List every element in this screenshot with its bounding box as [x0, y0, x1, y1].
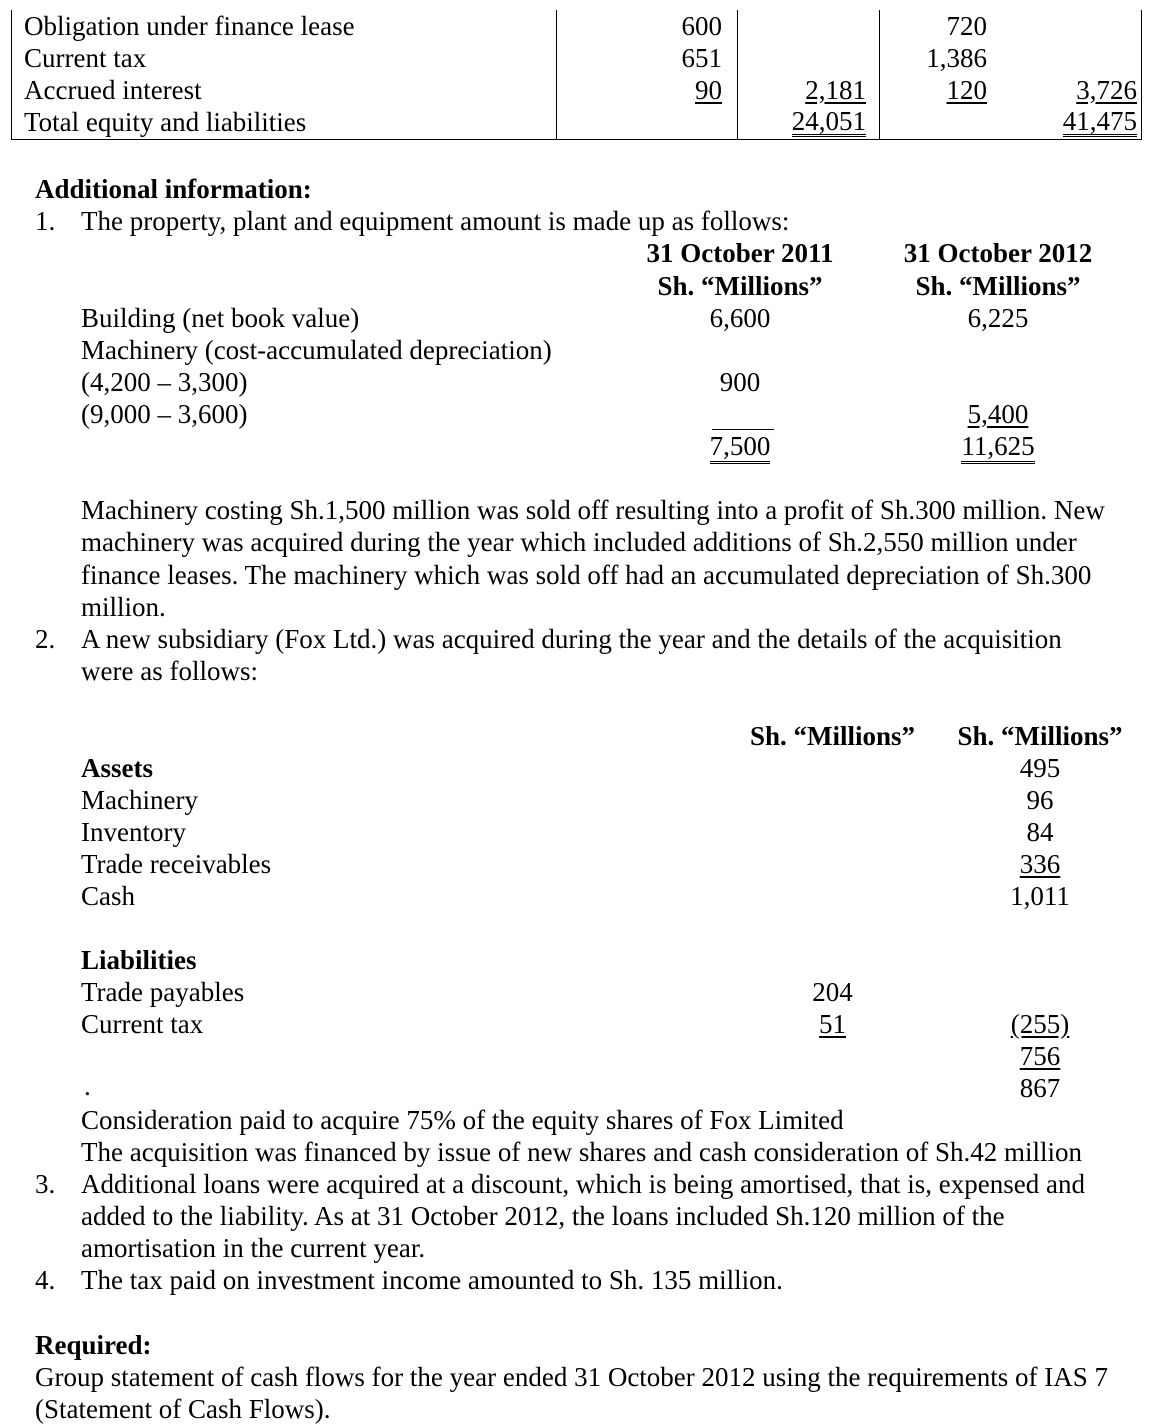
consideration-value: 867	[1019, 1073, 1061, 1103]
liability-label: Trade payables	[81, 977, 245, 1007]
asset-value: 1,011	[1010, 881, 1070, 911]
table-cell: 3,726	[1076, 75, 1137, 105]
liabilities-heading: Liabilities	[81, 945, 197, 975]
financing-text: The acquisition was financed by issue of new shares and cash consideration of Sh.42 million	[81, 1137, 1083, 1167]
column-header: Sh. “Millions”	[957, 721, 1123, 751]
item-text: Additional loans were acquired at a discount, which is being amortised, that is, expensed and added to the liability. As at 31 October 2012, the loans included Sh.120 million of the amortisation in the current year.	[81, 1169, 1085, 1263]
ppe-row-label: (4,200 – 3,300)	[81, 367, 248, 397]
ppe-value: 6,225	[967, 303, 1029, 333]
asset-label: Inventory	[81, 817, 186, 847]
net-assets-value: 756	[1019, 1041, 1061, 1071]
liability-label: Current tax	[81, 1009, 204, 1039]
asset-value: 96	[1026, 785, 1054, 815]
table-cell: 651	[681, 43, 722, 73]
required-text: Group statement of cash flows for the year ended 31 October 2012 using the requirements of IAS 7 (Statement of Cash Flows).	[35, 1362, 1108, 1424]
asset-label: Trade receivables	[81, 849, 272, 879]
machinery-note: Machinery costing Sh.1,500 million was sold off resulting into a profit of Sh.300 million. New machinery was acquired during the year which included additions of Sh.2,550 million under finance leases. The machinery which was sold off had an accumulated depreciation of Sh.300 million.	[81, 495, 1105, 622]
column-header: Sh. “Millions”	[749, 721, 916, 751]
table-cell: 2,181	[805, 75, 866, 105]
item-number: 3.	[35, 1169, 56, 1199]
column-header: Sh. “Millions”	[915, 271, 1081, 301]
ppe-value: 900	[719, 367, 761, 397]
ppe-row-label: Building (net book value)	[81, 303, 360, 333]
required-heading: Required:	[35, 1330, 152, 1360]
table-row-label: Accrued interest	[24, 75, 202, 105]
table-cell: 720	[946, 11, 987, 41]
asset-label: Cash	[81, 881, 135, 911]
table-cell: 90	[695, 75, 722, 105]
item-number: 4.	[35, 1265, 56, 1295]
stray-dot: .	[84, 1071, 91, 1101]
table-total: 41,475	[1062, 106, 1137, 136]
table-row-label: Current tax	[24, 43, 147, 73]
ppe-total: 11,625	[878, 430, 1118, 462]
table-row-label: Obligation under finance lease	[24, 11, 355, 41]
assets-heading: Assets	[81, 753, 153, 783]
ppe-value: 6,600	[709, 303, 771, 333]
column-header: 31 October 2012	[903, 238, 1093, 268]
additional-info-heading: Additional information:	[35, 174, 312, 204]
table-total: 24,051	[791, 106, 866, 136]
asset-value: 336	[1019, 849, 1061, 879]
liability-value: 204	[812, 977, 853, 1007]
ppe-total: 7,500	[620, 430, 860, 462]
table-cell: 120	[946, 75, 987, 105]
liabilities-total: (255)	[1010, 1009, 1070, 1039]
asset-value: 495	[1019, 753, 1061, 783]
item-number: 2.	[35, 624, 56, 654]
ppe-row-label: Machinery (cost-accumulated depreciation)	[81, 335, 552, 365]
liability-value: 51	[819, 1009, 846, 1039]
item-text: The property, plant and equipment amount is made up as follows:	[81, 206, 790, 236]
asset-value: 84	[1026, 817, 1054, 847]
consideration-text: Consideration paid to acquire 75% of the equity shares of Fox Limited	[81, 1105, 844, 1135]
ppe-row-label: (9,000 – 3,600)	[81, 399, 248, 429]
asset-label: Machinery	[81, 785, 198, 815]
item-text: The tax paid on investment income amounted to Sh. 135 million.	[81, 1265, 783, 1295]
table-cell: 1,386	[926, 43, 987, 73]
column-header: Sh. “Millions”	[657, 271, 823, 301]
table-row-label: Total equity and liabilities	[24, 107, 307, 137]
column-header: 31 October 2011	[646, 238, 834, 268]
table-cell: 600	[681, 11, 722, 41]
item-number: 1.	[35, 206, 56, 236]
ppe-value: 5,400	[967, 399, 1029, 429]
item-text: A new subsidiary (Fox Ltd.) was acquired during the year and the details of the acquisition were as follows:	[81, 624, 1062, 686]
